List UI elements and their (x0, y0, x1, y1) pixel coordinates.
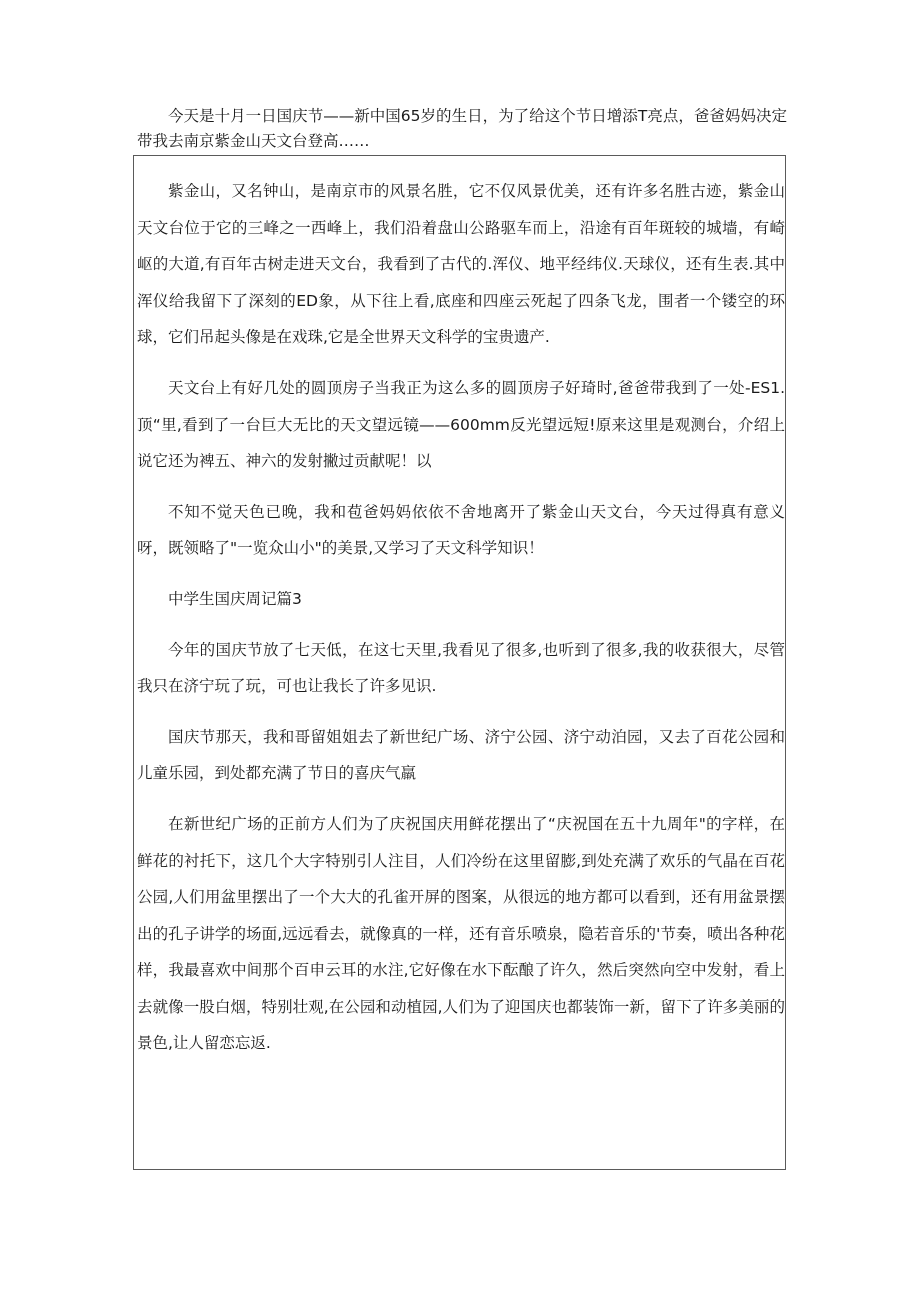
paragraph-zijinshan: 紫金山，又名钟山，是南京市的风景名胜，它不仅风景优美，还有许多名胜古迹，紫金山天文台位于它的三峰之一西峰上，我们沿着盘山公路驱车而上，沿途有百年斑较的城墙，有崎岖的大道,有百年古树走进天文台，我看到了古代的.浑仪、地平经纬仪.天球仪，还有生表.其中浑仪给我留下了深刻的ED象，从下往上看,底座和四座云死起了四条飞龙，围者一个镂空的环球，它们吊起头像是在戏珠,它是全世界天文科学的宝贵遗产. (137, 182, 785, 347)
paragraph-holiday: 今年的国庆节放了七天低，在这七天里,我看见了很多,也听到了很多,我的收获很大，尽管我只在济宁玩了玩，可也让我长了许多见识. (137, 640, 785, 696)
article-body (137, 173, 785, 1076)
paragraph-dusk: 不知不觉天色已晚，我和苞爸妈妈依依不舍地离开了紫金山天文台，今天过得真有意义呀，既领略了"一览众山小"的美景,又学习了天文科学知识！ (137, 502, 785, 558)
paragraph-observatory: 天文台上有好几处的圆顶房子当我正为这么多的圆顶房子好琦时,爸爸带我到了一处-ES1.顶“里,看到了一台巨大无比的天文望远镜——600mm反光望远短!原来这里是观测台，介绍上说它还为裨五、神六的发射撇过贡献呢！以 (137, 378, 785, 471)
section-heading: 中学生国庆周记篇3 (168, 589, 302, 608)
paragraph-national-day: 国庆节那天，我和哥留姐姐去了新世纪广场、济宁公园、济宁动泊园，又去了百花公园和儿童乐园，到处都充满了节日的喜庆气羸 (137, 727, 785, 783)
intro-paragraph: 今天是十月一日国庆节——新中国65岁的生日，为了给这个节日增添T亮点，爸爸妈妈决定带我去南京紫金山天文台登高…… (137, 107, 787, 150)
paragraph-square: 在新世纪广场的正前方人们为了庆祝国庆用鲜花摆出了“庆祝国在五十九周年"的字样，在鲜花的衬托下，这几个大字特别引人注目，人们冷纷在这里留膨,到处充满了欢乐的气晶在百花公园,人们用盆里摆出了一个大大的孔雀开屏的图案，从很远的地方都可以看到，还有用盆景摆出的孔子讲学的场面,远远看去，就像真的一样，还有音乐喷泉，隐若音乐的'节奏，喷出各种花样，我最喜欢中间那个百申云耳的水注,它好像在水下酝酿了许久，然后突然向空中发射，看上去就像一股白烟，特别壮观,在公园和动植园,人们为了迎国庆也都装饰一新，留下了许多美丽的景色,让人留恋忘返. (137, 814, 785, 1053)
